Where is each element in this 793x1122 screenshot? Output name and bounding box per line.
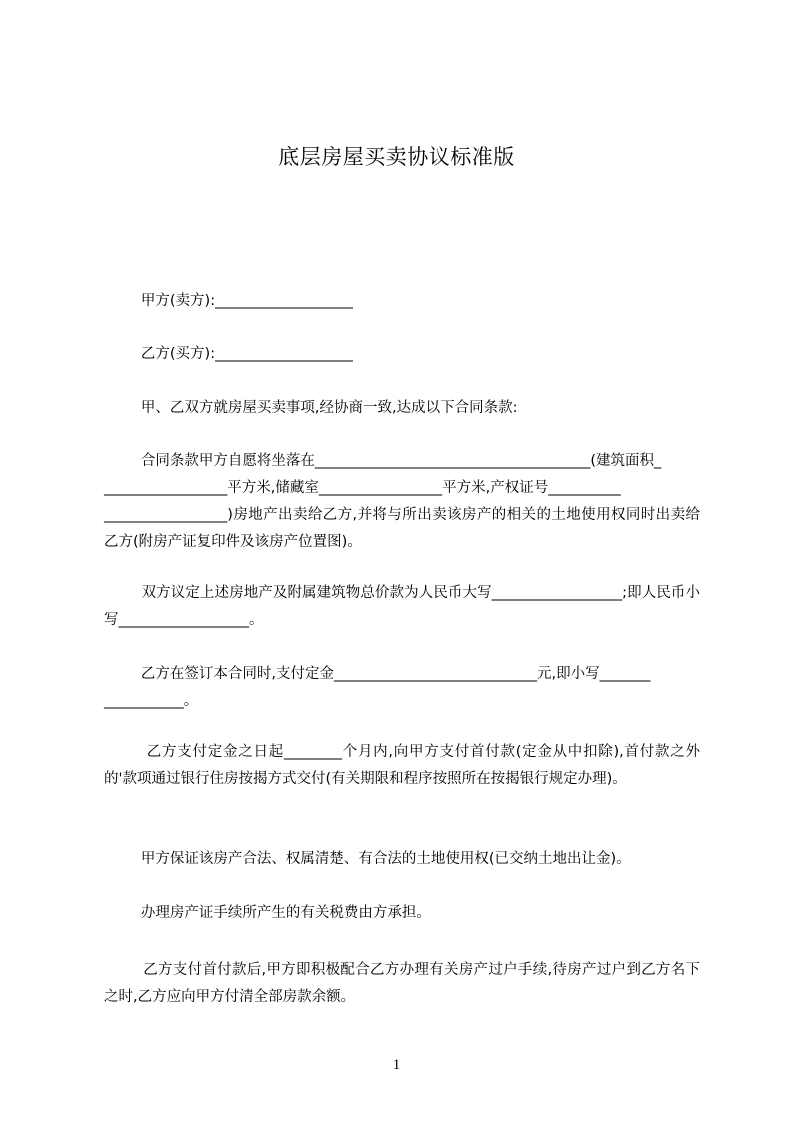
total-price-clause: 双方议定上述房地产及附属建筑物总价款为人民币大写__________________;即人民币小写__________________。 bbox=[104, 585, 700, 628]
down-payment-clause: 乙方支付定金之日起________个月内,向甲方支付首付款(定金从中扣除),首付款之外的'款项通过银行住房按揭方式交付(有关期限和程序按照所在按揭银行规定办理)。 bbox=[104, 744, 700, 787]
page-number: 1 bbox=[392, 1057, 401, 1073]
transfer-clause: 乙方支付首付款后,甲方即积极配合乙方办理有关房产过户手续,待房产过户到乙方名下之时,乙方应向甲方付清全部房款余额。 bbox=[104, 962, 701, 1005]
deposit-clause: 乙方在签订本合同时,支付定金____________________________元,即小写_______ ___________。 bbox=[104, 666, 651, 709]
tax-fee-clause: 办理房产证手续所产生的有关税费由方承担。 bbox=[104, 905, 431, 921]
agreement-intro-paragraph: 甲、乙双方就房屋买卖事项,经协商一致,达成以下合同条款: bbox=[104, 400, 518, 416]
document-title: 底层房屋买卖协议标准版 bbox=[278, 145, 515, 169]
party-a-seller-line: 甲方(卖方):___________________ bbox=[104, 293, 353, 309]
party-b-buyer-line: 乙方(买方):___________________ bbox=[104, 346, 353, 362]
seller-guarantee-clause: 甲方保证该房产合法、权属清楚、有合法的土地使用权(已交纳土地出让金)。 bbox=[104, 851, 631, 867]
property-description-clause: 合同条款甲方自愿将坐落在______________________________________(建筑面积_ _________________平方米,储藏室_________________平方米,产权证号__________ _________________)房地产出卖给乙方,并将与所出卖该房产的相关的土地使用权同时出卖给乙方(附房产证复印件及该房产位置图)。 bbox=[104, 453, 700, 550]
